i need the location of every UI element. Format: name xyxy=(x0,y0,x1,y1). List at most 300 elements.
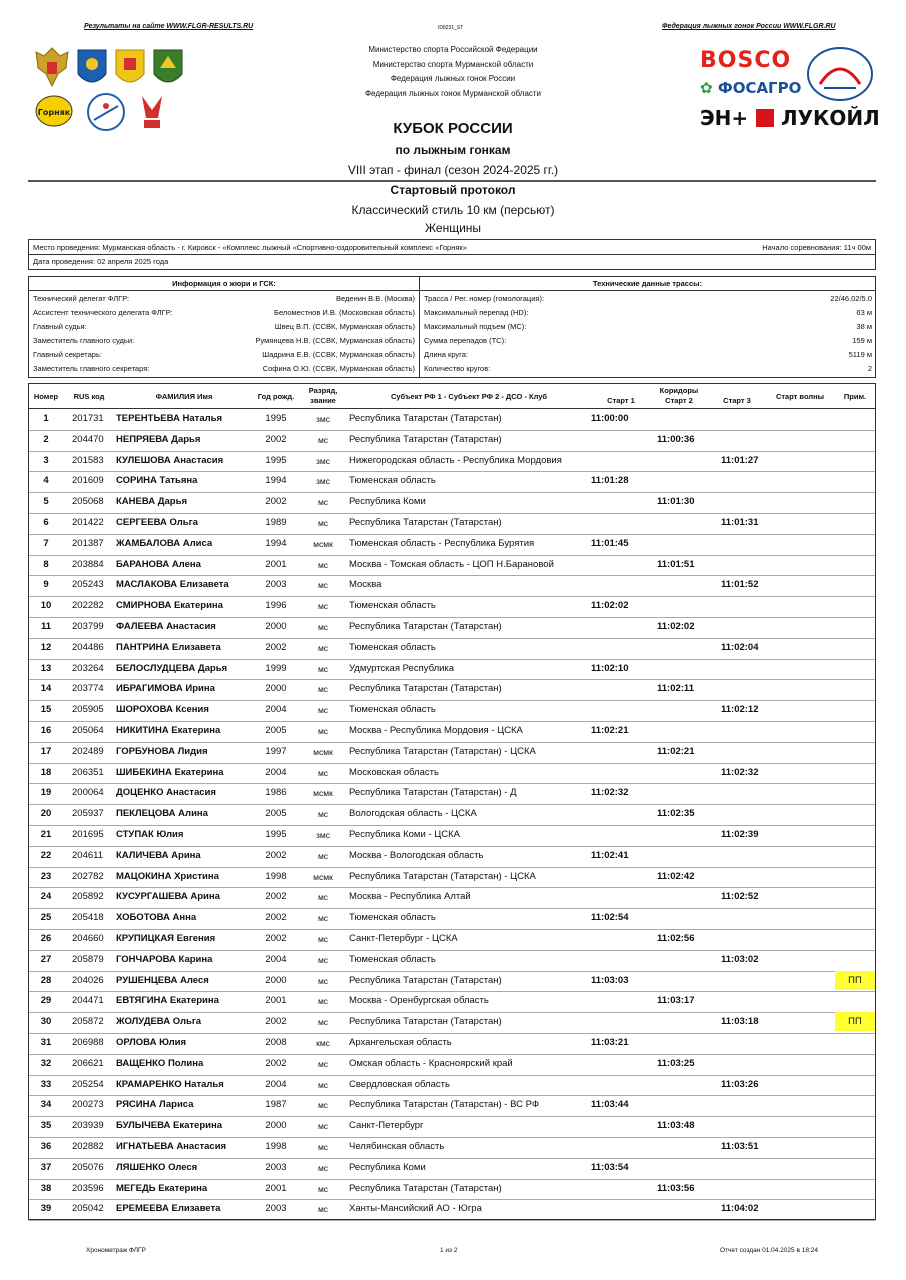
start3-time: 11:02:12 xyxy=(721,704,759,716)
rus-code: 205068 xyxy=(72,496,104,508)
start-list-table xyxy=(28,383,876,1220)
rus-code: 203264 xyxy=(72,662,104,674)
athlete-name: КАНЕВА Дарья xyxy=(116,496,187,508)
sport-rank: змс xyxy=(316,455,330,466)
en-plus-text: ЭН+ xyxy=(700,106,749,130)
athlete-number: 14 xyxy=(40,683,52,695)
athlete-number: 33 xyxy=(40,1078,52,1090)
table-row xyxy=(29,908,875,930)
athlete-name: ШОРОХОВА Ксения xyxy=(116,704,209,716)
start1-time: 11:02:32 xyxy=(591,787,629,799)
organizer-line: Министерство спорта Российской Федерации xyxy=(368,45,538,54)
sport-rank: мс xyxy=(317,434,329,445)
start1-time: 11:02:54 xyxy=(591,912,629,924)
birth-year: 2003 xyxy=(265,1203,287,1215)
rus-code: 206988 xyxy=(72,1037,104,1048)
athlete-name: МЕГЕДЬ Екатерина xyxy=(116,1182,208,1194)
rus-code: 205254 xyxy=(72,1078,104,1090)
athlete-region: Тюменская область xyxy=(349,912,436,924)
rus-code: 201609 xyxy=(72,475,104,487)
birth-year: 1996 xyxy=(265,600,287,612)
birth-year: 1995 xyxy=(265,454,287,466)
athlete-region: Санкт-Петербург xyxy=(349,1120,424,1132)
table-row xyxy=(29,887,875,909)
start2-time: 11:02:56 xyxy=(657,933,695,944)
birth-year: 2008 xyxy=(265,1037,287,1048)
ski-federation-murmansk-logo-icon xyxy=(84,92,128,137)
athlete-region: Республика Татарстан (Татарстан) - ВС РФ xyxy=(349,1099,540,1111)
birth-year: 2002 xyxy=(265,891,287,903)
birth-year: 2002 xyxy=(265,933,287,944)
athlete-name: НЕПРЯЕВА Дарья xyxy=(116,433,201,445)
birth-year: 2005 xyxy=(265,808,287,820)
bosco-logo: BOSCO xyxy=(700,48,792,73)
athlete-region: Москва - Республика Алтай xyxy=(349,891,471,903)
table-row xyxy=(29,1054,875,1076)
document-id: ID8231_ST xyxy=(438,25,464,31)
athlete-name: ГОРБУНОВА Лидия xyxy=(116,745,208,757)
athlete-region: Республика Татарстан (Татарстан) - Д xyxy=(349,787,517,799)
course-label: Длина круга: xyxy=(424,350,468,359)
table-row xyxy=(29,700,875,722)
col-header-corridors: Коридоры xyxy=(659,386,699,395)
lukoil-mark-icon xyxy=(756,109,774,127)
rus-code: 203939 xyxy=(72,1120,104,1132)
sport-rank: мс xyxy=(317,684,329,695)
rus-code: 205892 xyxy=(72,891,104,903)
start3-time: 11:03:18 xyxy=(721,1016,759,1028)
rus-code: 200273 xyxy=(72,1099,104,1111)
rus-code: 204470 xyxy=(72,433,104,445)
course-value: 63 м xyxy=(856,308,872,317)
athlete-number: 29 xyxy=(40,995,52,1007)
athlete-name: БУЛЫЧЕВА Екатерина xyxy=(116,1120,222,1132)
athlete-region: Тюменская область xyxy=(349,600,436,612)
athlete-region: Тюменская область xyxy=(349,704,436,716)
athlete-name: СОРИНА Татьяна xyxy=(116,475,198,487)
athlete-name: МАСЛАКОВА Елизавета xyxy=(116,579,229,591)
sport-rank: мс xyxy=(317,1121,329,1132)
table-row xyxy=(29,555,875,577)
rus-code: 204486 xyxy=(72,641,104,653)
birth-year: 2002 xyxy=(265,1057,287,1069)
course-value: 38 м xyxy=(856,322,872,331)
start1-time: 11:03:21 xyxy=(591,1037,629,1048)
athlete-number: 30 xyxy=(40,1016,52,1028)
birth-year: 2003 xyxy=(265,579,287,591)
start2-time: 11:03:17 xyxy=(657,995,695,1007)
athlete-number: 35 xyxy=(40,1120,52,1132)
start2-time: 11:02:21 xyxy=(657,745,695,757)
athlete-region: Московская область xyxy=(349,766,439,778)
ski-federation-russia-logo-icon xyxy=(806,46,874,107)
results-site-link[interactable]: Результаты на сайте WWW.FLGR-RESULTS.RU xyxy=(84,23,254,30)
city-emblem-icon xyxy=(152,48,184,95)
kirovsk-emblem-icon xyxy=(114,48,146,95)
rus-code: 205937 xyxy=(72,808,104,820)
gornyak-logo-icon xyxy=(34,94,74,133)
rus-code: 203774 xyxy=(72,683,104,695)
table-row xyxy=(29,867,875,889)
athlete-region: Республика Татарстан (Татарстан) xyxy=(349,683,502,695)
event-date: Дата проведения: 02 апреля 2025 года xyxy=(33,257,169,266)
organizer-line: Федерация лыжных гонок России xyxy=(390,74,516,83)
note-badge: ПП xyxy=(835,1012,875,1031)
start2-time: 11:02:35 xyxy=(657,808,695,820)
athlete-region: Челябинская область xyxy=(349,1141,445,1152)
athlete-region: Санкт-Петербург - ЦСКА xyxy=(349,933,458,944)
competition-stage: VIII этап - финал (сезон 2024-2025 гг.) xyxy=(347,163,559,177)
athlete-number: 1 xyxy=(43,413,49,424)
athlete-number: 31 xyxy=(40,1037,52,1048)
birth-year: 2004 xyxy=(265,953,287,965)
start1-time: 11:03:54 xyxy=(591,1161,629,1173)
sport-rank: мс xyxy=(317,497,329,508)
table-row xyxy=(29,846,875,868)
jury-value: Веденин В.В. (Москва) xyxy=(336,294,415,303)
en-plus-logo xyxy=(700,106,748,130)
sport-rank: мс xyxy=(317,1183,329,1194)
birth-year: 2001 xyxy=(265,995,287,1007)
phosagro-flower-icon: ✿ xyxy=(700,79,713,97)
sport-rank: змс xyxy=(316,830,330,840)
athlete-name: СЕРГЕЕВА Ольга xyxy=(116,517,198,528)
athlete-region: Тюменская область xyxy=(349,641,436,653)
athlete-name: ХОБОТОВА Анна xyxy=(116,912,197,924)
organizers-block xyxy=(300,43,606,101)
athlete-name: РУШЕНЦЕВА Алеся xyxy=(116,974,209,986)
sport-rank: мс xyxy=(317,559,329,570)
competition-subtitle: по лыжным гонкам xyxy=(395,143,511,157)
athlete-number: 39 xyxy=(40,1203,52,1215)
table-row xyxy=(29,596,875,618)
athlete-region: Республика Коми xyxy=(349,1161,426,1173)
rus-code: 202882 xyxy=(72,1141,104,1152)
birth-year: 1998 xyxy=(265,870,287,882)
athlete-number: 3 xyxy=(43,454,49,466)
table-row xyxy=(29,804,875,826)
start3-time: 11:04:02 xyxy=(721,1203,759,1215)
athlete-number: 20 xyxy=(40,808,52,820)
athlete-name: ЖАМБАЛОВА Алиса xyxy=(116,537,213,549)
table-row xyxy=(29,950,875,972)
athlete-region: Республика Коми - ЦСКА xyxy=(349,829,460,840)
birth-year: 2000 xyxy=(265,683,287,695)
table-row xyxy=(29,492,875,514)
start3-time: 11:03:26 xyxy=(721,1078,759,1090)
rus-code: 201583 xyxy=(72,454,104,466)
birth-year: 1986 xyxy=(265,787,287,799)
table-row xyxy=(29,513,875,535)
athlete-name: ОРЛОВА Юлия xyxy=(116,1037,187,1048)
rus-code: 205872 xyxy=(72,1016,104,1028)
start2-time: 11:02:11 xyxy=(657,683,694,695)
birth-year: 2002 xyxy=(265,496,287,508)
organizer-line: Министерство спорта Мурманской области xyxy=(372,59,534,69)
athlete-region: Москва - Оренбургская область xyxy=(349,995,489,1007)
protocol-name: Стартовый протокол xyxy=(390,183,516,197)
athlete-region: Архангельская область xyxy=(349,1037,452,1048)
sport-rank: мс xyxy=(317,850,329,861)
athlete-name: ЛЯШЕНКО Олеся xyxy=(116,1161,198,1173)
rus-code: 204611 xyxy=(72,849,103,861)
sport-rank: мс xyxy=(317,1079,329,1090)
athlete-region: Республика Татарстан (Татарстан) xyxy=(349,413,502,424)
athlete-number: 36 xyxy=(40,1141,52,1152)
athlete-name: ПАНТРИНА Елизавета xyxy=(116,641,221,653)
athlete-region: Республика Татарстан (Татарстан) xyxy=(349,1182,502,1194)
jury-label: Главный секретарь: xyxy=(33,350,102,359)
athlete-name: ТЕРЕНТЬЕВА Наталья xyxy=(116,413,223,424)
athlete-number: 24 xyxy=(40,891,52,903)
sport-rank: мс xyxy=(317,518,329,528)
sport-rank: мс xyxy=(317,580,329,591)
sport-rank: мс xyxy=(317,996,329,1007)
rus-code: 205905 xyxy=(72,704,104,716)
murmansk-region-emblem-icon xyxy=(76,48,108,95)
athlete-name: НИКИТИНА Екатерина xyxy=(116,725,221,736)
athlete-number: 26 xyxy=(40,933,52,944)
sport-rank: мс xyxy=(317,601,329,612)
table-row xyxy=(29,721,875,743)
sport-rank: мс xyxy=(317,913,329,924)
start2-time: 11:03:25 xyxy=(657,1057,695,1069)
athlete-name: ЕВТЯГИНА Екатерина xyxy=(116,995,219,1007)
rus-code: 204660 xyxy=(72,933,104,944)
athlete-name: БЕЛОСЛУДЦЕВА Дарья xyxy=(116,662,228,674)
jury-label: Ассистент технического делегата ФЛГР: xyxy=(33,308,173,317)
sport-rank: мс xyxy=(317,1100,329,1111)
athlete-region: Республика Татарстан (Татарстан) xyxy=(349,974,502,986)
sport-rank: мсмк xyxy=(313,746,333,757)
athlete-name: ФАЛЕЕВА Анастасия xyxy=(116,621,216,632)
birth-year: 1994 xyxy=(265,537,287,549)
lukoil-logo xyxy=(756,106,880,130)
col-header-region: Субъект РФ 1 - Субъект РФ 2 - ДСО - Клуб xyxy=(390,392,548,401)
table-row xyxy=(29,1033,875,1055)
col-header-rank-title: звание xyxy=(310,396,336,405)
table-row xyxy=(29,742,875,764)
start1-time: 11:02:41 xyxy=(591,849,629,861)
athlete-number: 4 xyxy=(43,475,49,487)
jury-value: Софина О.Ю. (ССВК, Мурманская область) xyxy=(262,364,415,373)
rus-code: 205418 xyxy=(72,912,104,924)
athlete-number: 34 xyxy=(40,1099,52,1111)
sport-rank: мс xyxy=(317,705,329,716)
athlete-number: 28 xyxy=(40,974,52,986)
start3-time: 11:02:32 xyxy=(721,766,759,778)
athlete-number: 13 xyxy=(40,662,52,674)
rus-code: 203799 xyxy=(72,621,104,632)
birth-year: 2000 xyxy=(265,974,287,986)
start3-time: 11:02:39 xyxy=(721,829,759,840)
athlete-name: КУЛЕШОВА Анастасия xyxy=(116,454,224,466)
athlete-name: КРАМАРЕНКО Наталья xyxy=(116,1078,224,1090)
athlete-region: Москва - Республика Мордовия - ЦСКА xyxy=(349,725,523,736)
athlete-name: СТУПАК Юлия xyxy=(116,829,184,840)
rus-code: 205076 xyxy=(72,1161,104,1173)
rus-code: 203884 xyxy=(72,558,104,570)
lukoil-text: ЛУКОЙЛ xyxy=(780,106,880,130)
athlete-number: 15 xyxy=(40,704,52,716)
athlete-region: Республика Татарстан (Татарстан) xyxy=(349,517,502,528)
course-value: 2 xyxy=(867,364,872,373)
rus-code: 202282 xyxy=(72,600,104,612)
table-row xyxy=(29,659,875,681)
start3-time: 11:02:04 xyxy=(721,641,759,653)
rus-code: 206351 xyxy=(72,766,104,778)
athlete-name: БАРАНОВА Алена xyxy=(116,558,201,570)
col-header-wave: Старт волны xyxy=(775,392,825,401)
table-row xyxy=(29,409,875,431)
start3-time: 11:01:27 xyxy=(721,454,759,466)
course-label: Трасса / Рег. номер (гомологация): xyxy=(424,294,545,303)
athlete-name: ПЕКЛЕЦОВА Алина xyxy=(116,808,208,820)
table-row xyxy=(29,1179,875,1201)
table-row xyxy=(29,1199,875,1221)
sport-rank: кмс xyxy=(316,1038,330,1048)
athlete-name: ШИБЕКИНА Екатерина xyxy=(116,766,224,778)
jury-value: Швец В.П. (ССВК, Мурманская область) xyxy=(274,322,415,331)
venue-place: Место проведения: Мурманская область - г. Кировск - «Комплекс лыжный «Спортивно-оздоровительный комплекс «Горняк» xyxy=(33,243,467,252)
birth-year: 2001 xyxy=(265,558,287,570)
start1-time: 11:02:02 xyxy=(591,600,629,612)
course-label: Максимальный перепад (HD): xyxy=(424,308,529,317)
course-header: Технические данные трассы: xyxy=(420,277,875,291)
table-row xyxy=(29,929,875,951)
table-row xyxy=(29,1095,875,1117)
jury-label: Заместитель главного судьи: xyxy=(33,336,135,345)
athlete-region: Республика Татарстан (Татарстан) xyxy=(349,1016,502,1028)
sport-rank: мс xyxy=(317,1204,329,1215)
table-row xyxy=(29,971,875,993)
rus-code: 202489 xyxy=(72,745,104,757)
athlete-name: КАЛИЧЕВА Арина xyxy=(116,849,201,861)
title-divider xyxy=(28,180,876,182)
sport-rank: мс xyxy=(317,1142,329,1152)
athlete-number: 21 xyxy=(40,829,52,840)
rus-code: 200064 xyxy=(72,787,104,799)
athlete-region: Тюменская область - Республика Бурятия xyxy=(349,537,535,549)
athlete-name: ИБРАГИМОВА Ирина xyxy=(116,683,215,695)
russia-coat-of-arms-icon xyxy=(32,44,72,95)
birth-year: 2002 xyxy=(265,641,287,653)
note-badge: ПП xyxy=(835,971,875,990)
athlete-region: Нижегородская область - Республика Мордовия xyxy=(349,454,562,466)
athlete-number: 7 xyxy=(43,537,49,549)
start-time: Начало соревнования: 11ч 00м xyxy=(762,243,871,252)
athlete-region: Москва - Томская область - ЦОП Н.Барановой xyxy=(349,558,554,570)
start2-time: 11:01:30 xyxy=(657,496,695,508)
athlete-number: 18 xyxy=(40,766,52,778)
start2-time: 11:01:51 xyxy=(657,558,695,570)
athlete-number: 11 xyxy=(40,621,52,632)
sport-rank: мс xyxy=(317,975,329,986)
birth-year: 1995 xyxy=(265,413,287,424)
athlete-region: Тюменская область xyxy=(349,475,436,487)
birth-year: 2004 xyxy=(265,766,287,778)
start1-time: 11:01:28 xyxy=(591,475,629,487)
athlete-name: КУСУРГАШЕВА Арина xyxy=(116,891,220,903)
athlete-number: 17 xyxy=(40,745,52,757)
athlete-name: ГОНЧАРОВА Карина xyxy=(116,953,213,965)
col-header-num: Номер xyxy=(33,392,59,401)
rus-code: 203596 xyxy=(72,1182,104,1194)
table-row xyxy=(29,783,875,805)
sport-rank: мс xyxy=(317,934,329,944)
rus-code: 201387 xyxy=(72,537,104,549)
athlete-region: Вологодская область - ЦСКА xyxy=(349,808,477,820)
sport-rank: мс xyxy=(317,726,329,736)
federation-site-link[interactable]: Федерация лыжных гонок России WWW.FLGR.RU xyxy=(662,23,836,30)
sport-rank: мс xyxy=(317,622,329,632)
birth-year: 2002 xyxy=(265,1016,287,1028)
athlete-number: 10 xyxy=(40,600,52,612)
athlete-region: Республика Татарстан (Татарстан) xyxy=(349,621,502,632)
rus-code: 201695 xyxy=(72,829,104,840)
rus-code: 201422 xyxy=(72,517,104,528)
start3-time: 11:03:02 xyxy=(721,953,759,965)
col-header-start2: Старт 2 xyxy=(665,396,693,405)
sport-rank: мс xyxy=(317,642,329,653)
athlete-number: 22 xyxy=(40,849,52,861)
table-row xyxy=(29,430,875,452)
birth-year: 1998 xyxy=(265,1141,287,1152)
sport-club-logo-icon xyxy=(138,92,166,137)
col-header-name: ФАМИЛИЯ Имя xyxy=(155,392,213,401)
jury-label: Технический делегат ФЛГР: xyxy=(33,294,130,303)
birth-year: 2002 xyxy=(265,433,287,445)
athlete-region: Москва xyxy=(349,579,382,591)
athlete-region: Удмуртская Республика xyxy=(349,662,455,674)
start3-time: 11:03:51 xyxy=(721,1141,759,1152)
course-value: 22/46.02/5.0 xyxy=(830,294,872,303)
athlete-number: 8 xyxy=(43,558,49,570)
start1-time: 11:02:10 xyxy=(591,662,629,674)
athlete-region: Свердловская область xyxy=(349,1078,450,1090)
athlete-name: СМИРНОВА Екатерина xyxy=(116,600,223,612)
sport-rank: мс xyxy=(317,767,329,778)
course-value: 5119 м xyxy=(848,350,872,359)
athlete-number: 19 xyxy=(40,787,52,799)
athlete-name: ДОЦЕНКО Анастасия xyxy=(116,787,216,799)
jury-value: Румянцева Н.В. (ССВК, Мурманская область) xyxy=(255,336,415,345)
start1-time: 11:03:44 xyxy=(591,1099,629,1111)
jury-label: Главный судья: xyxy=(33,322,87,331)
birth-year: 1994 xyxy=(265,475,287,487)
athlete-name: ЕРЕМЕЕВА Елизавета xyxy=(116,1203,221,1215)
page-number: 1 из 2 xyxy=(440,1247,458,1254)
birth-year: 2003 xyxy=(265,1161,287,1173)
course-label: Количество кругов: xyxy=(424,364,491,373)
sport-rank: мс xyxy=(317,1058,329,1069)
athlete-name: ИГНАТЬЕВА Анастасия xyxy=(116,1141,227,1152)
sport-rank: мс xyxy=(317,1017,329,1028)
athlete-number: 32 xyxy=(40,1057,52,1069)
rus-code: 206621 xyxy=(72,1057,104,1069)
sport-rank: мс xyxy=(317,954,329,965)
start1-time: 11:02:21 xyxy=(591,725,629,736)
athlete-number: 37 xyxy=(40,1161,52,1173)
athlete-region: Республика Коми xyxy=(349,496,426,508)
col-header-start1: Старт 1 xyxy=(607,396,635,405)
sport-rank: мсмк xyxy=(313,871,333,882)
birth-year: 2004 xyxy=(265,704,287,716)
sport-rank: мс xyxy=(317,892,329,903)
start3-time: 11:02:52 xyxy=(721,891,759,903)
athlete-region: Тюменская область xyxy=(349,953,436,965)
jury-header: Информация о жюри и ГСК: xyxy=(29,277,419,291)
